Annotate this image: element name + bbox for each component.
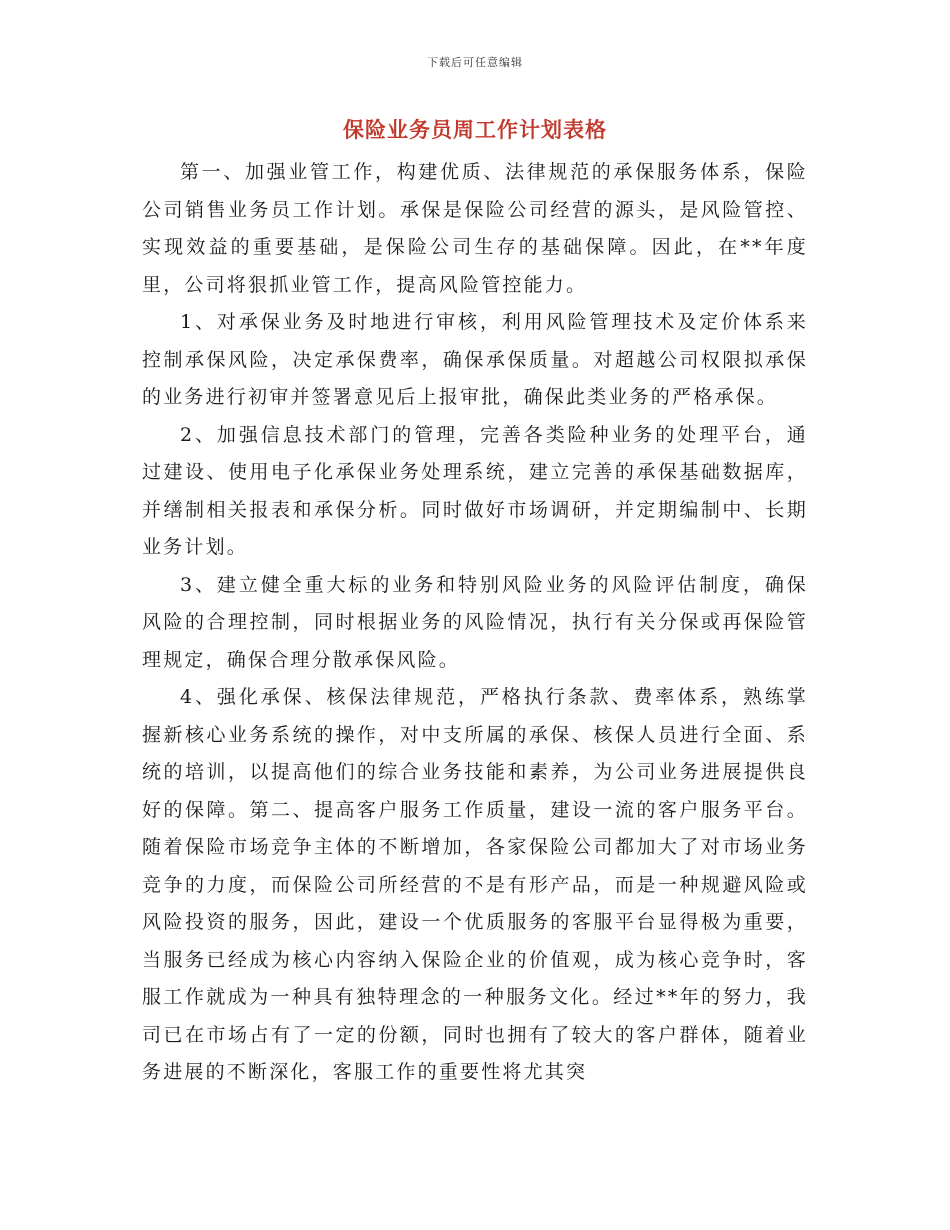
paragraph-3: 2、加强信息技术部门的管理，完善各类险种业务的处理平台，通过建设、使用电子化承保业务处理系统，建立完善的承保基础数据库，并缮制相关报表和承保分析。同时做好市场调研，并定期编制中、长期业务计划。	[142, 423, 808, 558]
document-title: 保险业务员周工作计划表格	[343, 117, 607, 142]
paragraph-1: 第一、加强业管工作，构建优质、法律规范的承保服务体系，保险公司销售业务员工作计划。承保是保险公司经营的源头，是风险管控、实现效益的重要基础，是保险公司生存的基础保障。因此，在**年度里，公司将狠抓业管工作，提高风险管控能力。	[142, 161, 808, 296]
paragraph-4: 3、建立健全重大标的业务和特别风险业务的风险评估制度，确保风险的合理控制，同时根据业务的风险情况，执行有关分保或再保险管理规定，确保合理分散承保风险。	[142, 573, 808, 671]
paragraph-2: 1、对承保业务及时地进行审核，利用风险管理技术及定价体系来控制承保风险，决定承保费率，确保承保质量。对超越公司权限拟承保的业务进行初审并签署意见后上报审批，确保此类业务的严格承保。	[142, 311, 808, 408]
document-body	[142, 154, 808, 1092]
page-header-note: 下载后可任意编辑	[427, 56, 523, 69]
paragraph-5: 4、强化承保、核保法律规范，严格执行条款、费率体系，熟练掌握新核心业务系统的操作，对中支所属的承保、核保人员进行全面、系统的培训，以提高他们的综合业务技能和素养，为公司业务进展提供良好的保障。第二、提高客户服务工作质量，建设一流的客户服务平台。随着保险市场竞争主体的不断增加，各家保险公司都加大了对市场业务竞争的力度，而保险公司所经营的不是有形产品，而是一种规避风险或风险投资的服务，因此，建设一个优质服务的客服平台显得极为重要，当服务已经成为核心内容纳入保险企业的价值观，成为核心竞争时，客服工作就成为一种具有独特理念的一种服务文化。经过**年的努力，我司已在市场占有了一定的份额，同时也拥有了较大的客户群体，随着业务进展的不断深化，客服工作的重要性将尤其突	[142, 686, 808, 1083]
